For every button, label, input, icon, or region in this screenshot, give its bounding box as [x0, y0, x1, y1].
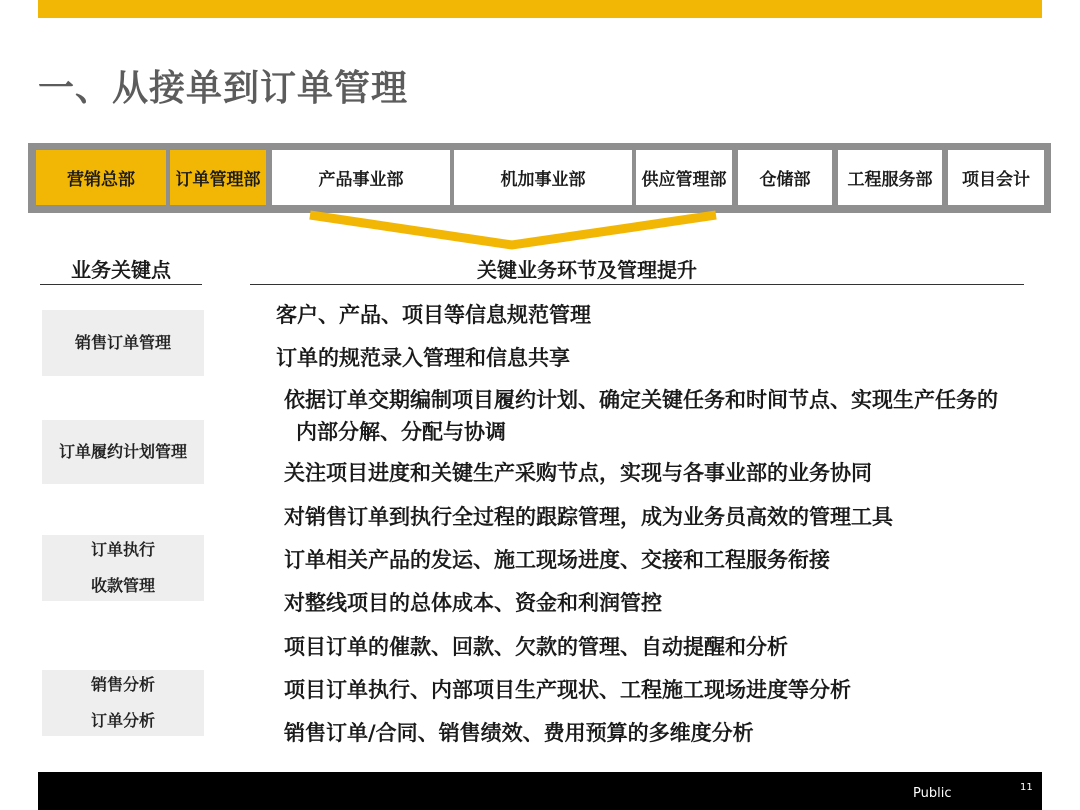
- dept-order-management: 订单管理部: [170, 150, 266, 205]
- item-tracking-tool: 对销售订单到执行全过程的跟踪管理，成为业务员高效的管理工具: [284, 505, 893, 529]
- item-shipping-handover: 订单相关产品的发运、施工现场进度、交接和工程服务衔接: [284, 548, 830, 572]
- footer-bar: [38, 772, 1042, 810]
- improvements-header-underline: [250, 284, 1024, 285]
- dept-product: 产品事业部: [272, 150, 450, 205]
- key-point-label: 订单执行: [90, 540, 155, 559]
- item-fulfillment-plan-text: 依据订单交期编制项目履约计划、确定关键任务和时间节点、实现生产任务的内部分解、分配与协调: [284, 388, 998, 444]
- item-multidimensional-analysis: 销售订单/合同、销售绩效、费用预算的多维度分析: [284, 721, 754, 745]
- item-cost-control: 对整线项目的总体成本、资金和利润管控: [284, 591, 662, 615]
- item-execution-analysis: 项目订单执行、内部项目生产现状、工程施工现场进度等分析: [284, 678, 851, 702]
- dept-marketing: 营销总部: [36, 150, 166, 205]
- item-info-standardization: 客户、产品、项目等信息规范管理: [276, 303, 591, 327]
- key-point-analysis: [42, 670, 204, 736]
- key-point-sales-order: [42, 310, 204, 376]
- dept-warehouse: 仓储部: [738, 150, 832, 205]
- department-strip: [28, 143, 1051, 213]
- key-points-header: 业务关键点: [71, 258, 171, 282]
- key-point-label: 订单履约计划管理: [58, 442, 187, 461]
- dept-supply: 供应管理部: [636, 150, 732, 205]
- key-points-header-underline: [40, 284, 202, 285]
- item-order-entry: 订单的规范录入管理和信息共享: [276, 346, 570, 370]
- item-fulfillment-plan: [284, 384, 1009, 448]
- item-collection-reminder: 项目订单的催款、回款、欠款的管理、自动提醒和分析: [284, 635, 788, 659]
- page-number: 11: [1020, 782, 1033, 793]
- key-point-execution-collection: [42, 535, 204, 601]
- key-point-fulfillment-plan: [42, 420, 204, 484]
- item-progress-collaboration: 关注项目进度和关键生产采购节点，实现与各事业部的业务协同: [284, 461, 872, 485]
- key-point-label: 销售订单管理: [74, 333, 171, 352]
- dept-machining: 机加事业部: [454, 150, 632, 205]
- merge-arrow-line: [310, 215, 716, 245]
- improvements-header: 关键业务环节及管理提升: [477, 258, 697, 282]
- dept-project-accounting: 项目会计: [948, 150, 1044, 205]
- key-point-label: 订单分析: [90, 711, 155, 730]
- dept-engineering-service: 工程服务部: [838, 150, 942, 205]
- key-point-label: 销售分析: [90, 675, 155, 694]
- slide-title: 一、从接单到订单管理: [38, 68, 409, 109]
- top-accent-bar: [38, 0, 1042, 18]
- footer-classification: Public: [913, 786, 952, 801]
- key-point-label: 收款管理: [90, 576, 155, 595]
- merge-arrow: [0, 205, 1080, 255]
